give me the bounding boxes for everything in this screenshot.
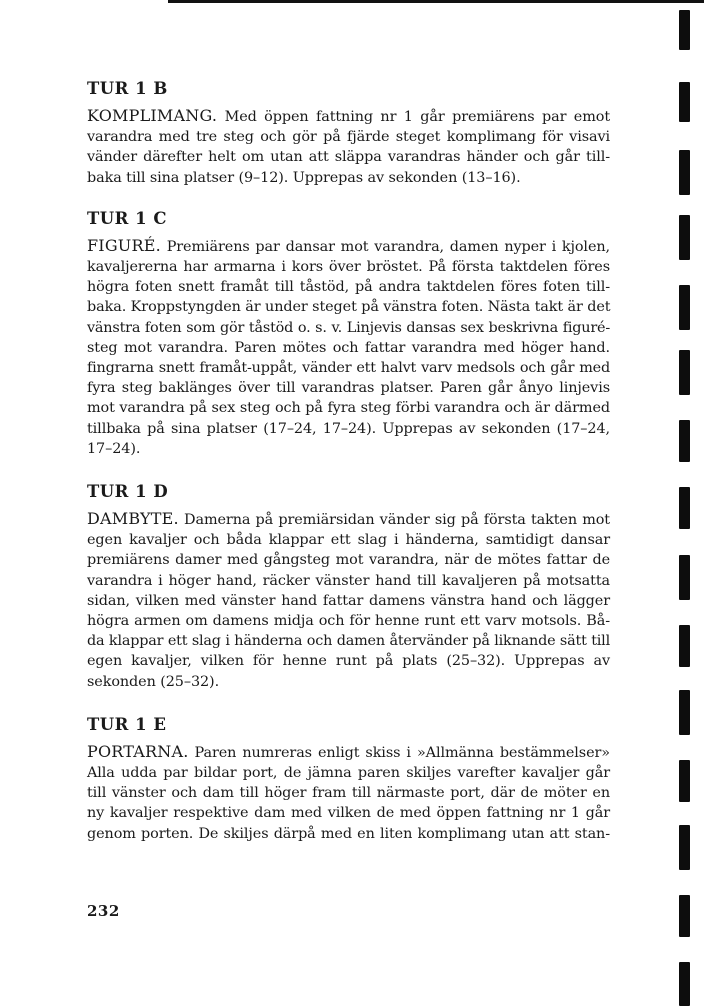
section-lead: PORTARNA. (87, 741, 189, 761)
text-line: fyra steg baklänges över till varandras platser. Paren går ånyo linjevis (87, 380, 610, 397)
margin-mark (679, 10, 690, 50)
text-line: steg mot varandra. Paren mötes och fattar varandra med höger hand. (87, 339, 610, 356)
text-line: kavaljererna har armarna i kors över bröstet. På första taktdelen föres (87, 259, 610, 276)
margin-mark (679, 690, 690, 735)
section-lead: KOMPLIMANG. (87, 106, 218, 125)
margin-mark (679, 420, 690, 462)
text-line: mot varandra på sex steg och på fyra steg förbi varandra och är därmed (87, 400, 610, 417)
text-line: vänstra foten som gör tåstöd o. s. v. Linjevis dansas sex beskrivna figuré- (87, 319, 610, 336)
page-content (87, 78, 610, 844)
margin-mark (679, 487, 690, 529)
text-line: varandra i höger hand, räcker vänster hand till kavaljeren på motsatta (87, 572, 610, 589)
margin-mark (679, 82, 690, 122)
text-line: sidan, vilken med vänster hand fattar damens vänstra hand och lägger (87, 592, 610, 609)
margin-mark (679, 895, 690, 937)
margin-mark (679, 760, 690, 802)
section-lead: DAMBYTE. (87, 509, 179, 529)
text-line: varandra med tre steg och gör på fjärde steget komplimang för visavi (87, 129, 610, 146)
text-line: Damerna på premiärsidan vänder sig på första takten mot (178, 512, 610, 529)
text-line: till vänster och dam till höger fram till närmaste port, där de möter en (87, 785, 610, 802)
text-line: fingrarna snett framåt-uppåt, vänder ett halvt varv medsols och går med (87, 360, 610, 377)
section-body (87, 236, 610, 459)
section-body (87, 106, 610, 188)
section-tur-1e (87, 714, 610, 844)
section-tur-1b (87, 78, 610, 188)
margin-mark (679, 555, 690, 600)
text-line: Paren numreras enligt skiss i »Allmänna bestämmelser» (188, 744, 610, 761)
text-line: baka till sina platser (9–12). Upprepas av sekonden (13–16). (87, 169, 521, 186)
text-line: tillbaka på sina platser (17–24, 17–24). Upprepas av sekonden (17–24, (87, 420, 610, 437)
page-number: 232 (87, 902, 120, 920)
section-lead: FIGURÉ. (87, 235, 161, 255)
margin-mark (679, 625, 690, 667)
margin-mark (679, 350, 690, 395)
margin-mark (679, 962, 690, 1006)
section-heading: TUR 1 E (87, 714, 167, 734)
text-line: högra armen om damens midja och för henne runt ett varv motsols. Bå- (87, 613, 610, 630)
text-line: egen kavaljer och båda klappar ett slag i händerna, samtidigt dansar (87, 532, 610, 549)
text-line: baka. Kroppstyngden är under steget på vänstra foten. Nästa takt är det (87, 299, 611, 316)
text-line: premiärens damer med gångsteg mot varandra, när de mötes fattar de (87, 552, 610, 569)
text-line: vänder därefter helt om utan att släppa varandras händer och går till- (87, 149, 610, 166)
text-line: Med öppen fattning nr 1 går premiärens par emot (217, 109, 610, 125)
section-tur-1d (87, 481, 610, 692)
text-line: högra foten snett framåt till tåstöd, på andra taktdelen föres foten till- (87, 279, 610, 296)
section-tur-1c (87, 208, 610, 459)
text-line: da klappar ett slag i händerna och damen återvänder på liknande sätt till (87, 633, 610, 650)
text-line: egen kavaljer, vilken för henne runt på plats (25–32). Upprepas av (87, 653, 610, 670)
margin-mark (679, 285, 690, 330)
section-body (87, 509, 610, 692)
section-heading: TUR 1 C (87, 208, 167, 228)
section-heading: TUR 1 B (87, 79, 168, 98)
margin-mark (679, 215, 690, 260)
top-rule (168, 0, 704, 3)
section-body (87, 742, 610, 844)
text-line: 17–24). (87, 440, 141, 457)
margin-mark (679, 825, 690, 870)
text-line: Premiärens par dansar mot varandra, damen nyper i kjolen, (160, 238, 610, 255)
text-line: Alla udda par bildar port, de jämna paren skiljes varefter kavaljer går (87, 765, 610, 782)
text-line: ny kavaljer respektive dam med vilken de med öppen fattning nr 1 går (87, 805, 610, 822)
text-line: genom porten. De skiljes därpå med en liten komplimang utan att stan- (87, 825, 610, 842)
section-heading: TUR 1 D (87, 482, 169, 502)
margin-mark (679, 150, 690, 195)
text-line: sekonden (25–32). (87, 673, 220, 690)
